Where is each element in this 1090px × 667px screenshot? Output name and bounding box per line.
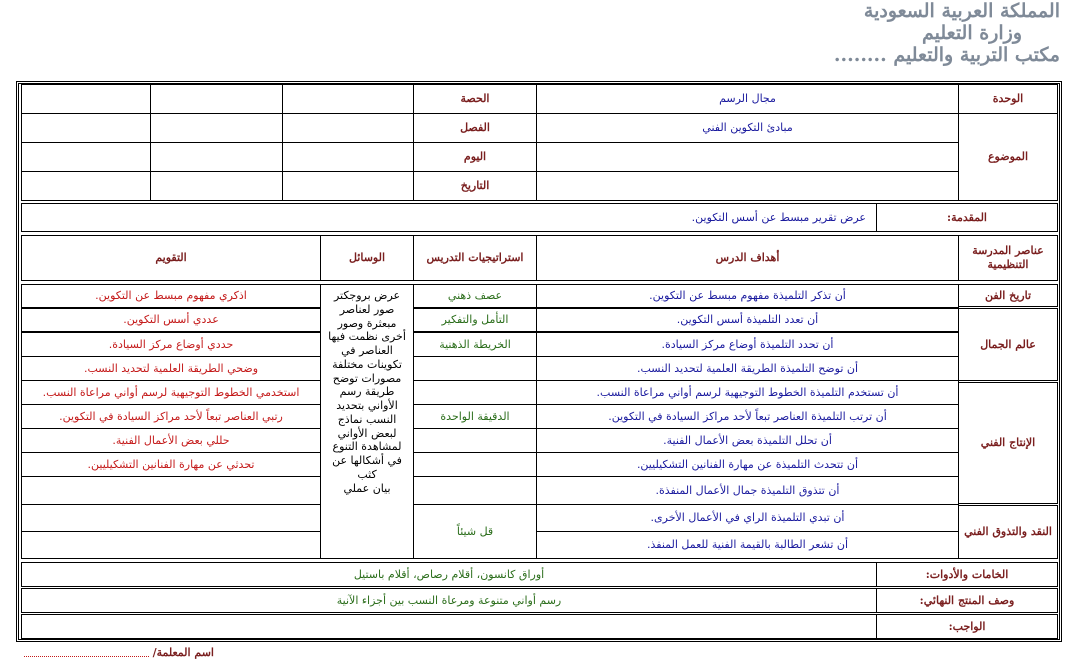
aids-line: بيان عملي (343, 481, 391, 495)
unit-label: الوحدة (958, 84, 1058, 114)
grid-cell (282, 171, 414, 201)
aids-line: تكوينات مختلفة (332, 357, 402, 371)
grid-cell (21, 142, 151, 172)
strategy-cell: قل شيئاً (413, 504, 537, 559)
strategy-cell (413, 428, 537, 453)
date-label: التاريخ (413, 171, 537, 201)
objective-row: أن تبدي التلميذة الراي في الأعمال الأخرى. (536, 504, 959, 532)
topic-value: مبادئ التكوين الفني (536, 113, 959, 143)
strategy-cell: الدقيقة الواحدة (413, 404, 537, 429)
strategy-cell: الخريطة الذهنية (413, 332, 537, 357)
grid-cell (21, 84, 151, 114)
grid-cell (21, 113, 151, 143)
objective-row: أن تحدد التلميذة أوضاع مركز السيادة. (536, 332, 959, 357)
day-label: اليوم (413, 142, 537, 172)
objective-row: أن تشعر الطالبة بالقيمة الفنية للعمل المنفذ. (536, 531, 959, 559)
aids-header: الوسائل (320, 235, 414, 281)
objective-row: أن تتذوق التلميذة جمال الأعمال المنفذة. (536, 476, 959, 505)
section-critique: النقد والتذوق الفني (958, 505, 1058, 559)
header-office: مكتب التربية والتعليم ........ (833, 44, 1060, 66)
period-label: الحصة (413, 84, 537, 114)
section-production: الإنتاج الفني (958, 382, 1058, 504)
section-history: تاريخ الفن (958, 284, 1058, 307)
objective-row: أن تستخدم التلميذة الخطوط التوجيهية لرسم أواني مراعاة النسب. (536, 380, 959, 405)
assessment-row (21, 504, 321, 532)
aids-line: كثب (357, 467, 377, 481)
strategy-cell (413, 452, 537, 477)
strategy-cell (413, 380, 537, 405)
aids-line: طريقة رسم (339, 385, 395, 399)
class-label: الفصل (413, 113, 537, 143)
assessment-row: اذكري مفهوم مبسط عن التكوين. (21, 284, 321, 308)
signature-line (24, 647, 149, 657)
assessment-row: حددي أوضاع مركز السيادة. (21, 332, 321, 357)
section-world: عالم الجمال (958, 308, 1058, 381)
objective-row: أن تذكر التلميذة مفهوم مبسط عن التكوين. (536, 284, 959, 308)
header-kingdom: المملكة العربية السعودية (863, 0, 1060, 22)
assessment-header: التقويم (21, 235, 321, 281)
assessment-row: عددي أسس التكوين. (21, 308, 321, 332)
aids-column (320, 284, 414, 559)
materials-label: الخامات والأدوات: (876, 562, 1058, 587)
grid-cell (282, 142, 414, 172)
grid-cell (282, 84, 414, 114)
grid-cell (150, 142, 283, 172)
objective-row: أن ترتب التلميذة العناصر تبعاً لأحد مراكز السيادة في التكوين. (536, 404, 959, 429)
intro-label: المقدمة: (876, 203, 1058, 232)
assessment-row (21, 476, 321, 505)
assessment-row: تحدثي عن مهارة الفنانين التشكيليين. (21, 452, 321, 477)
aids-line: أخرى نظمت فيها (328, 330, 406, 344)
grid-cell (150, 113, 283, 143)
aids-line: لبعض الأواني (337, 426, 397, 440)
aids-line: لمشاهدة التنوع (332, 440, 402, 454)
objectives-header: أهداف الدرس (536, 235, 959, 281)
topic-blank-1 (536, 142, 959, 172)
assessment-row: وضحي الطريقة العلمية لتحديد النسب. (21, 356, 321, 381)
aids-line: مبعثرة وصور (337, 316, 397, 330)
objective-row: أن توضح التلميذة الطريقة العلمية لتحديد النسب. (536, 356, 959, 381)
final-product-value: رسم أواني متنوعة ومرعاة النسب بين أجزاء الآنية (21, 588, 877, 613)
aids-line: مصورات توضح (332, 371, 402, 385)
objective-row: أن تحلل التلميذة بعض الأعمال الفنية. (536, 428, 959, 453)
intro-value: عرض تقرير مبسط عن أسس التكوين. (21, 203, 877, 232)
grid-cell (150, 171, 283, 201)
strategy-cell: عصف ذهني (413, 284, 537, 308)
grid-cell (282, 113, 414, 143)
final-product-label: وصف المنتج النهائي: (876, 588, 1058, 613)
homework-label: الواجب: (876, 614, 1058, 639)
topic-label: الموضوع (958, 113, 1058, 201)
homework-value (21, 614, 877, 639)
aids-line: عرض بروجكتر (333, 289, 401, 302)
strategy-cell (413, 476, 537, 505)
assessment-row: حللي بعض الأعمال الفنية. (21, 428, 321, 453)
header-ministry: وزارة التعليم (921, 22, 1022, 44)
unit-value: مجال الرسم (536, 84, 959, 114)
elements-header: عناصر المدرسة التنظيمية (958, 235, 1058, 281)
strategies-header: استراتيجيات التدريس (413, 235, 537, 281)
aids-line: صور لعناصر (339, 302, 395, 316)
objective-row: أن تعدد التلميذة أسس التكوين. (536, 308, 959, 332)
aids-line: العناصر في (341, 344, 393, 357)
assessment-row (21, 531, 321, 559)
grid-cell (21, 171, 151, 201)
strategy-cell (413, 356, 537, 381)
strategy-cell: التأمل والتفكير (413, 308, 537, 332)
objective-row: أن تتحدث التلميذة عن مهارة الفنانين التشكيليين. (536, 452, 959, 477)
aids-line: في أشكالها عن (332, 454, 402, 467)
teacher-name-label: اسم المعلمة/ (152, 645, 214, 659)
assessment-row: استخدمي الخطوط التوجيهية لرسم أواني مراعاة النسب. (21, 380, 321, 405)
aids-line: الأواني بتحديد (336, 399, 398, 412)
assessment-row: رتبي العناصر تبعاً لأحد مراكز السيادة في التكوين. (21, 404, 321, 429)
topic-blank-2 (536, 171, 959, 201)
grid-cell (150, 84, 283, 114)
materials-value: أوراق كانسون، أقلام رصاص، أقلام باستيل (21, 562, 877, 587)
aids-line: النسب نماذج (337, 412, 397, 426)
teacher-signature (24, 644, 214, 660)
